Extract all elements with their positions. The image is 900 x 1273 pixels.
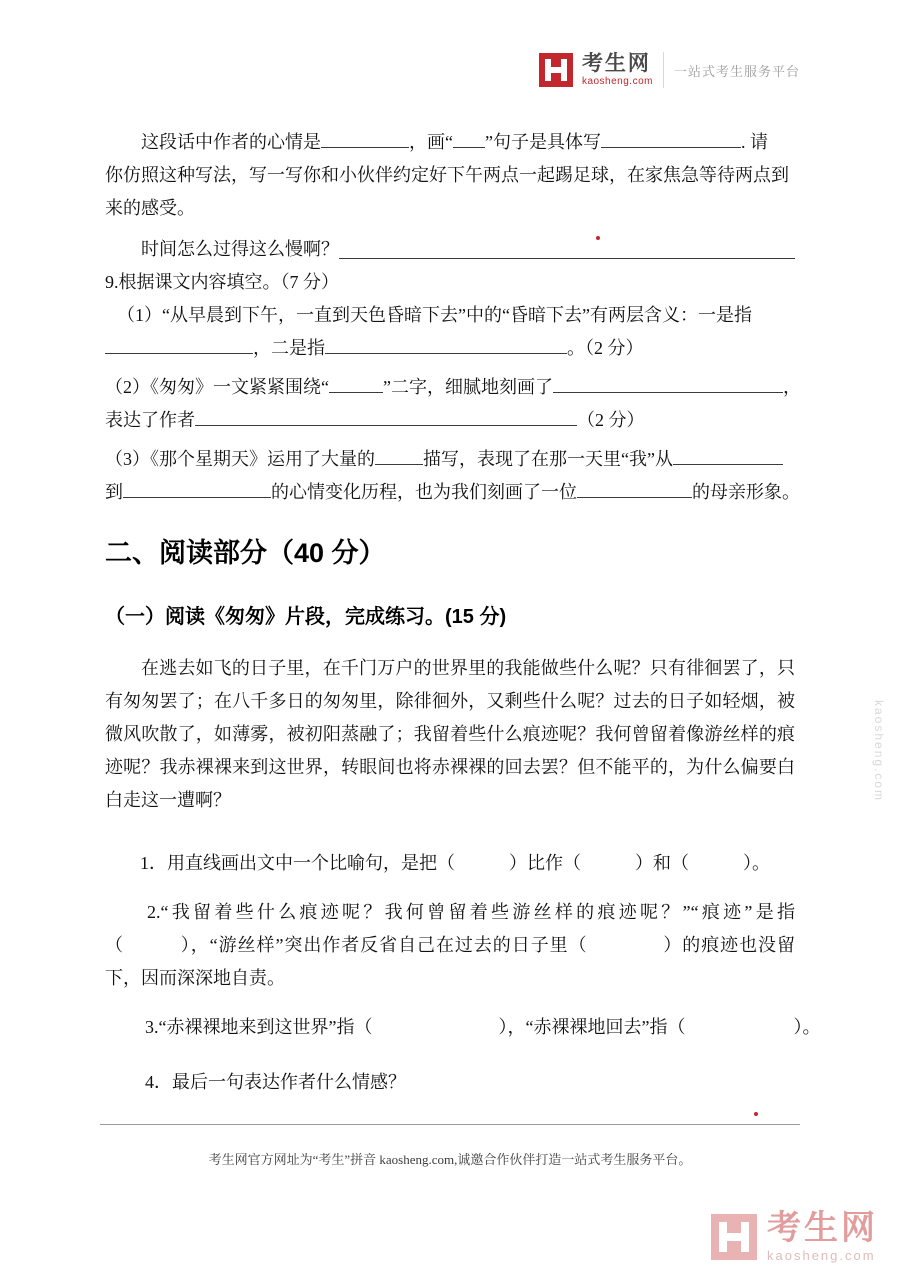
footer-divider bbox=[100, 1124, 800, 1125]
q9-text: ， bbox=[783, 377, 801, 397]
q9-text: ，二是指 bbox=[253, 338, 325, 358]
q8-text: . 请 bbox=[741, 132, 768, 152]
watermark-icon-bar bbox=[719, 1233, 749, 1241]
q9-text: 到 bbox=[105, 482, 123, 502]
watermark-name: 考生网 bbox=[767, 1208, 878, 1247]
kaosheng-logo bbox=[539, 52, 800, 88]
answer-blank bbox=[329, 390, 383, 393]
question-8-continuation: 你仿照这种写法，写一写你和小伙伴约定好下午两点一起踢足球，在家焦急等待两点到来的感受。 bbox=[105, 165, 789, 218]
red-mark bbox=[754, 1112, 758, 1116]
q8-text: 这段话中作者的心情是 bbox=[141, 132, 321, 152]
q8-text: ，画“ bbox=[409, 132, 453, 152]
question-9-item1-line2 bbox=[105, 332, 795, 365]
watermark-text bbox=[767, 1208, 878, 1264]
kaosheng-watermark bbox=[711, 1208, 878, 1264]
question-8-time-prompt bbox=[105, 233, 795, 266]
q9-text: 表达了作者 bbox=[105, 410, 195, 430]
question-9-title: 9.根据课文内容填空。（7 分） bbox=[105, 272, 339, 292]
logo-name: 考生网 bbox=[581, 51, 651, 75]
answer-blank bbox=[601, 145, 741, 148]
logo-text bbox=[582, 53, 653, 88]
section-2-heading: 二、阅读部分（40 分） bbox=[105, 538, 386, 568]
red-mark bbox=[596, 236, 600, 240]
answer-blank bbox=[577, 495, 692, 498]
q9-text: （2 分） bbox=[577, 410, 645, 430]
reading-exercise-title: （一）阅读《匆匆》片段，完成练习。(15 分) bbox=[105, 606, 507, 628]
q8-text: ”句子是具体写 bbox=[485, 132, 601, 152]
question-9-item3-line1 bbox=[105, 443, 795, 476]
footer-note: 考生网官方网址为“考生”拼音 kaosheng.com,诚邀合作伙伴打造一站式考生服务平台。 bbox=[208, 1152, 692, 1167]
question-8-line1 bbox=[105, 126, 795, 159]
watermark-domain: kaosheng.com bbox=[767, 1248, 876, 1264]
answer-blank bbox=[321, 145, 409, 148]
answer-blank bbox=[105, 351, 253, 354]
answer-blank bbox=[123, 495, 271, 498]
answer-blank bbox=[673, 462, 783, 465]
answer-blank bbox=[553, 390, 783, 393]
exam-content bbox=[0, 126, 900, 1099]
side-watermark-text: kaosheng.com bbox=[872, 700, 886, 803]
reading-passage: 在逃去如飞的日子里，在千门万户的世界里的我能做些什么呢？只有徘徊罢了，只有匆匆罢了；在八千多日的匆匆里，除徘徊外，又剩些什么呢？过去的日子如轻烟，被微风吹散了，如薄雾，被初阳蒸融了；我留着些什么痕迹呢？我何曾留着像游丝样的痕迹呢？我赤裸裸来到这世界，转眼间也将赤裸裸的回去罢？但不能平的，为什么偏要白白走这一遭啊？ bbox=[105, 658, 795, 810]
page-header bbox=[0, 0, 900, 112]
question-9-item2-line2 bbox=[105, 404, 795, 437]
question-9-item3-line2 bbox=[105, 476, 800, 509]
logo-icon-bar bbox=[545, 67, 567, 73]
reading-question-4: 4．最后一句表达作者什么情感？ bbox=[145, 1072, 406, 1092]
time-prompt-text: 时间怎么过得这么慢啊？ bbox=[141, 239, 339, 259]
q9-text: 的心情变化历程，也为我们刻画了一位 bbox=[271, 482, 577, 502]
logo-domain: kaosheng.com bbox=[581, 75, 653, 87]
answer-blank bbox=[375, 462, 423, 465]
kaosheng-watermark-icon bbox=[711, 1214, 757, 1260]
q9-text: ”二字，细腻地刻画了 bbox=[383, 377, 553, 397]
q9-text: 的母亲形象。 bbox=[692, 482, 800, 502]
answer-blank bbox=[339, 233, 795, 259]
q9-text: 描写，表现了在那一天里“我”从 bbox=[423, 449, 673, 469]
answer-blank bbox=[325, 351, 567, 354]
logo-divider bbox=[663, 52, 664, 88]
answer-blank bbox=[453, 145, 485, 148]
question-9-item2-line1 bbox=[105, 371, 801, 404]
logo-tagline: 一站式考生服务平台 bbox=[673, 63, 800, 79]
answer-blank bbox=[195, 423, 577, 426]
q9-text: 。（2 分） bbox=[567, 338, 644, 358]
q9-text: （3）《那个星期天》运用了大量的 bbox=[105, 449, 375, 469]
reading-question-3: 3.“赤裸裸地来到这世界”指（ ），“赤裸裸地回去”指（ ）。 bbox=[145, 1017, 821, 1037]
q9-text: （2）《匆匆》一文紧紧围绕“ bbox=[105, 377, 329, 397]
reading-question-1: 1．用直线画出文中一个比喻句，是把（ ）比作（ ）和（ ）。 bbox=[140, 853, 770, 873]
kaosheng-logo-icon bbox=[539, 53, 573, 87]
question-9-item1-line1: （1）“从早晨到下午，一直到天色昏暗下去”中的“昏暗下去”有两层含义：一是指 bbox=[117, 305, 752, 325]
reading-question-2: 2.“我留着些什么痕迹呢？我何曾留着些游丝样的痕迹呢？”“痕迹”是指（ ），“游丝样”突出作者反省自己在过去的日子里（ ）的痕迹也没留下，因而深深地自责。 bbox=[105, 902, 795, 988]
